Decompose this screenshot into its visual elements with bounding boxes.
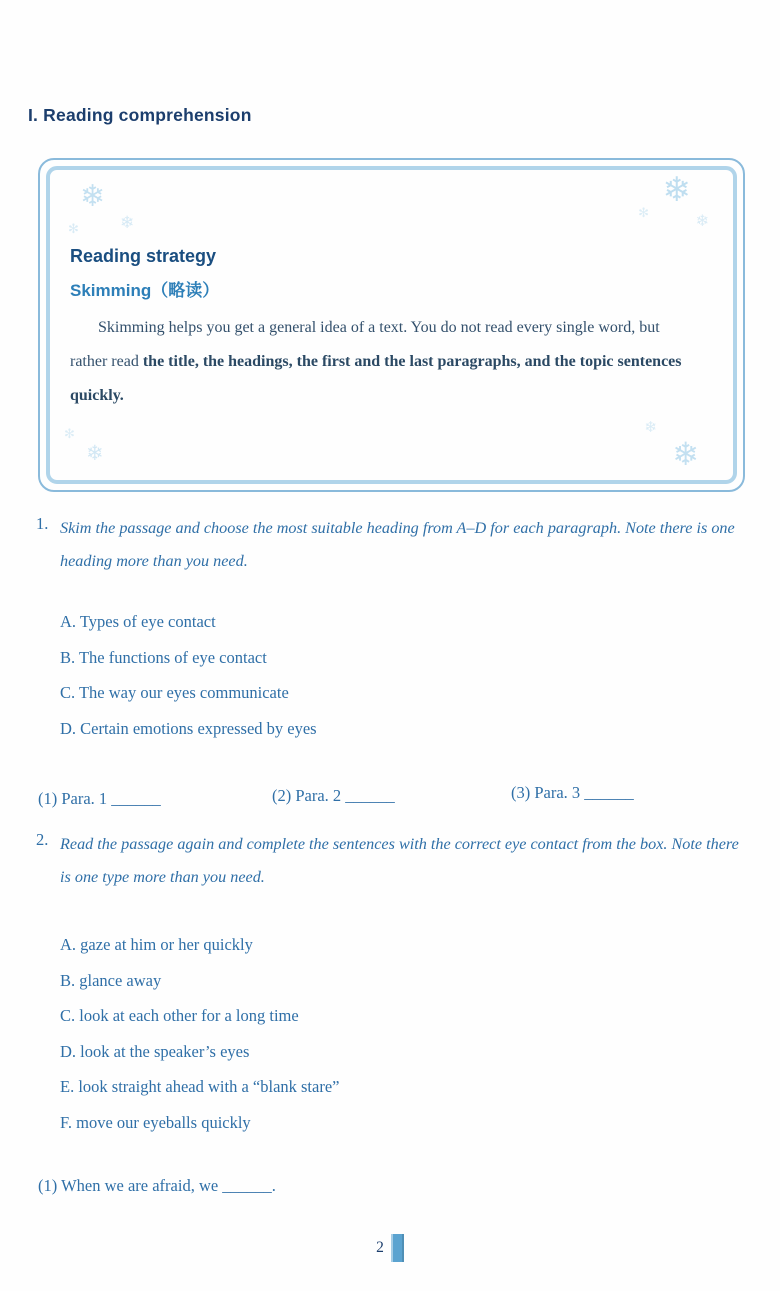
snowflake-icon: ❄ bbox=[644, 420, 657, 436]
strategy-body-lead: Skimming helps you get a general idea of a text. You do not read every single word, but rather read bbox=[70, 319, 660, 370]
option-item: B. The functions of eye contact bbox=[60, 647, 267, 667]
strategy-body-bold: the title, the headings, the first and the last paragraphs, and the topic sentences quickly. bbox=[70, 353, 682, 404]
page-number: 2 bbox=[376, 1239, 384, 1256]
strategy-subtitle: Skimming（略读） bbox=[70, 281, 220, 300]
option-item: D. Certain emotions expressed by eyes bbox=[60, 718, 317, 738]
section-title: I. Reading comprehension bbox=[28, 105, 252, 125]
sparkle-icon: ✻ bbox=[68, 221, 79, 236]
strategy-box-content bbox=[70, 246, 700, 413]
question-2-prompt: Read the passage again and complete the sentences with the correct eye contact from the box. Note there is one type more than you need. bbox=[60, 835, 739, 886]
question-1-prompt: Skim the passage and choose the most suitable heading from A–D for each paragraph. Note there is one heading more than you need. bbox=[60, 519, 735, 570]
question-1-number: 1. bbox=[36, 514, 49, 533]
sparkle-icon: ✻ bbox=[64, 426, 75, 441]
page-footer bbox=[0, 1234, 780, 1262]
para-blank: (3) Para. 3 ______ bbox=[511, 783, 634, 802]
snowflake-icon: ❄ bbox=[672, 436, 699, 472]
snowflake-icon: ❄ bbox=[120, 213, 135, 232]
page-tab-decoration bbox=[391, 1234, 404, 1262]
option-item: A. gaze at him or her quickly bbox=[60, 935, 253, 954]
snowflake-icon: ❄ bbox=[695, 213, 709, 230]
option-item: A. Types of eye contact bbox=[60, 612, 216, 631]
sentence-blank: (1) When we are afraid, we ______. bbox=[38, 1176, 276, 1195]
paragraph-answer-blanks bbox=[0, 783, 780, 812]
snowflake-icon: ❄ bbox=[86, 441, 104, 465]
question-2 bbox=[36, 828, 748, 894]
snowflake-icon: ❄ bbox=[662, 172, 691, 209]
question-2-number: 2. bbox=[36, 830, 49, 849]
option-item: F. move our eyeballs quickly bbox=[60, 1112, 251, 1132]
option-item: E. look straight ahead with a “blank stare” bbox=[60, 1077, 340, 1096]
reading-strategy-box bbox=[38, 158, 745, 492]
option-item: D. look at the speaker’s eyes bbox=[60, 1041, 250, 1061]
strategy-body bbox=[70, 311, 700, 413]
question-2-options bbox=[60, 927, 340, 1140]
question-1 bbox=[36, 512, 748, 578]
option-item: C. The way our eyes communicate bbox=[60, 683, 289, 702]
para-blank: (1) Para. 1 ______ bbox=[38, 789, 161, 808]
option-item: C. look at each other for a long time bbox=[60, 1006, 299, 1025]
sparkle-icon: ✻ bbox=[638, 205, 649, 220]
snowflake-icon: ❄ bbox=[80, 180, 106, 213]
option-item: B. glance away bbox=[60, 970, 162, 990]
strategy-title: Reading strategy bbox=[70, 246, 217, 266]
question-1-options bbox=[60, 604, 317, 746]
para-blank: (2) Para. 2 ______ bbox=[272, 786, 395, 805]
